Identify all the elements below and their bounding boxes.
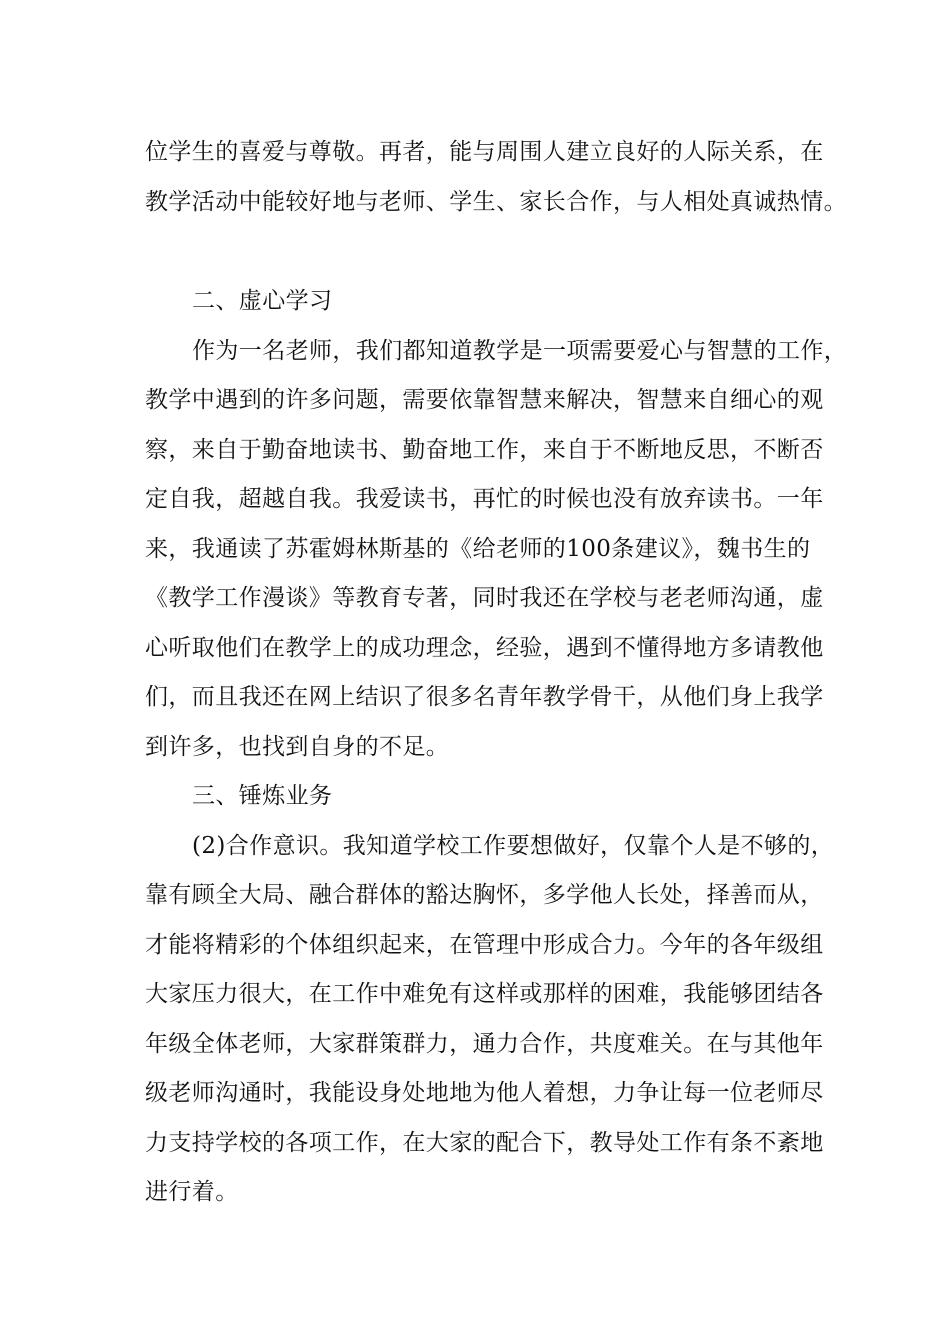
text-line: 察，来自于勤奋地读书、勤奋地工作，来自于不断地反思，不断否 [145,437,824,463]
section-heading-3: 三、锤炼业务 [192,783,333,809]
text-line: 定自我，超越自我。我爱读书，再忙的时候也没有放弃读书。一年 [145,486,824,512]
text-line: 来，我通读了苏霍姆林斯基的《给老师的100条建议》，魏书生的 [145,536,811,562]
text-line: 级老师沟通时，我能设身处地地为他人着想，力争让每一位老师尽 [145,1080,824,1106]
text-line: 们，而且我还在网上结识了很多名青年教学骨干，从他们身上我学 [145,684,824,710]
section-heading-2: 二、虚心学习 [192,288,333,314]
text-line: 心听取他们在教学上的成功理念，经验，遇到不懂得地方多请教他 [145,635,824,661]
text-line: 年级全体老师，大家群策群力，通力合作，共度难关。在与其他年 [145,1031,824,1057]
text-line: 《教学工作漫谈》等教育专著，同时我还在学校与老老师沟通，虚 [145,585,824,611]
text-line: 位学生的喜爱与尊敬。再者，能与周围人建立良好的人际关系，在 [145,139,824,165]
text-line: 教学活动中能较好地与老师、学生、家长合作，与人相处真诚热情。 [145,189,847,215]
text-line: 进行着。 [145,1179,239,1205]
text-line: 力支持学校的各项工作，在大家的配合下，教导处工作有条不紊地 [145,1130,824,1156]
text-line: (2)合作意识。我知道学校工作要想做好，仅靠个人是不够的， [192,833,835,859]
text-line: 作为一名老师，我们都知道教学是一项需要爱心与智慧的工作， [192,338,848,364]
text-line: 大家压力很大，在工作中难免有这样或那样的困难，我能够团结各 [145,981,824,1007]
text-line: 才能将精彩的个体组织起来，在管理中形成合力。今年的各年级组 [145,932,824,958]
text-line: 到许多，也找到自身的不足。 [145,734,450,760]
text-line: 靠有顾全大局、融合群体的豁达胸怀，多学他人长处，择善而从， [145,882,824,908]
text-line: 教学中遇到的许多问题，需要依靠智慧来解决，智慧来自细心的观 [145,387,824,413]
